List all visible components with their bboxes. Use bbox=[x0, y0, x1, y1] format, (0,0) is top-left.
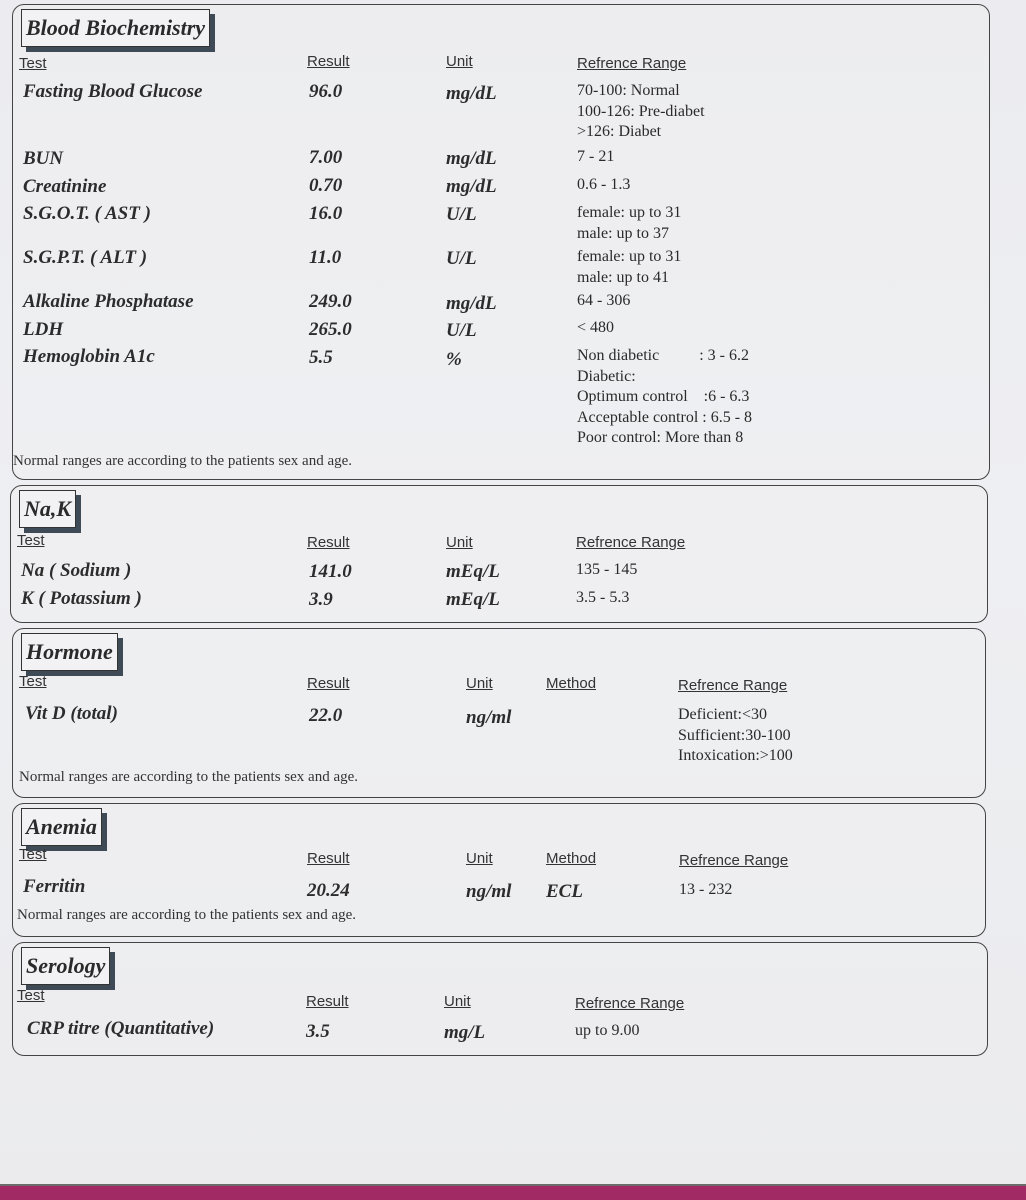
test-name: Na ( Sodium ) bbox=[21, 560, 132, 581]
section-title: Na,K bbox=[19, 490, 76, 528]
header-test: Test bbox=[17, 987, 45, 1004]
test-unit: mg/dL bbox=[446, 83, 497, 104]
test-unit: ng/ml bbox=[466, 881, 512, 902]
test-result: 249.0 bbox=[309, 291, 352, 312]
reference-range: 135 - 145 bbox=[576, 561, 638, 578]
header-result: Result bbox=[307, 53, 350, 70]
test-result: 11.0 bbox=[309, 247, 342, 268]
header-test: Test bbox=[19, 55, 47, 72]
reference-range: Non diabetic : 3 - 6.2 Diabetic: Optimum control :6 - 6.3 Acceptable control : 6.5 - 8 Poor control: More than 8 bbox=[577, 347, 753, 446]
header-result: Result bbox=[306, 993, 349, 1010]
header-unit: Unit bbox=[446, 53, 473, 70]
test-result: 3.5 bbox=[306, 1021, 330, 1042]
test-name: Vit D (total) bbox=[25, 703, 118, 724]
header-unit: Unit bbox=[466, 850, 493, 867]
section-serology bbox=[12, 942, 988, 1056]
test-name: Fasting Blood Glucose bbox=[23, 81, 203, 102]
test-result: 265.0 bbox=[309, 319, 352, 340]
header-result: Result bbox=[307, 675, 350, 692]
header-result: Result bbox=[307, 534, 350, 551]
test-result: 0.70 bbox=[309, 175, 343, 196]
test-unit: mEq/L bbox=[446, 561, 500, 582]
header-range: Refrence Range bbox=[575, 995, 685, 1012]
header-unit: Unit bbox=[446, 534, 473, 551]
reference-range: 7 - 21 bbox=[577, 148, 615, 165]
normal-range-note: Normal ranges are according to the patients sex and age. bbox=[13, 453, 353, 469]
reference-range: 64 - 306 bbox=[577, 292, 631, 309]
header-range: Refrence Range bbox=[576, 534, 686, 551]
test-unit: U/L bbox=[446, 204, 477, 225]
section-title: Hormone bbox=[21, 633, 118, 671]
test-result: 20.24 bbox=[307, 880, 350, 901]
reference-range: up to 9.00 bbox=[575, 1022, 640, 1039]
test-result: 16.0 bbox=[309, 203, 343, 224]
test-name: Creatinine bbox=[23, 176, 107, 197]
reference-range: female: up to 31 male: up to 41 bbox=[577, 248, 682, 286]
test-name: S.G.O.T. ( AST ) bbox=[23, 203, 151, 224]
test-name: CRP titre (Quantitative) bbox=[27, 1018, 215, 1039]
test-result: 5.5 bbox=[309, 347, 333, 368]
test-unit: % bbox=[446, 349, 462, 370]
test-result: 96.0 bbox=[309, 81, 343, 102]
normal-range-note: Normal ranges are according to the patients sex and age. bbox=[19, 769, 359, 785]
header-test: Test bbox=[19, 673, 47, 690]
header-range: Refrence Range bbox=[678, 677, 788, 694]
test-unit: mg/dL bbox=[446, 176, 497, 197]
test-unit: mEq/L bbox=[446, 589, 500, 610]
test-unit: U/L bbox=[446, 320, 477, 341]
header-test: Test bbox=[17, 532, 45, 549]
section-title: Serology bbox=[21, 947, 110, 985]
test-unit: ng/ml bbox=[466, 707, 512, 728]
section-na-k bbox=[10, 485, 988, 623]
test-unit: mg/L bbox=[444, 1022, 486, 1043]
header-result: Result bbox=[307, 850, 350, 867]
reference-range: Deficient:<30 Sufficient:30-100 Intoxication:>100 bbox=[678, 706, 793, 764]
header-unit: Unit bbox=[466, 675, 493, 692]
test-name: S.G.P.T. ( ALT ) bbox=[23, 247, 148, 268]
header-method: Method bbox=[546, 850, 597, 867]
section-title: Blood Biochemistry bbox=[21, 9, 210, 47]
reference-range: 0.6 - 1.3 bbox=[577, 176, 631, 193]
test-unit: mg/dL bbox=[446, 293, 497, 314]
page-bottom-bar bbox=[0, 1186, 1026, 1200]
test-method: ECL bbox=[546, 881, 583, 902]
test-unit: U/L bbox=[446, 248, 477, 269]
reference-range: 70-100: Normal 100-126: Pre-diabet >126: Diabet bbox=[577, 82, 705, 140]
reference-range: < 480 bbox=[577, 319, 615, 336]
section-hormone bbox=[12, 628, 986, 798]
test-name: Hemoglobin A1c bbox=[23, 346, 155, 367]
test-result: 141.0 bbox=[309, 561, 352, 582]
section-title: Anemia bbox=[21, 808, 102, 846]
header-test: Test bbox=[19, 846, 47, 863]
test-unit: mg/dL bbox=[446, 148, 497, 169]
test-name: Ferritin bbox=[23, 876, 86, 897]
header-unit: Unit bbox=[444, 993, 471, 1010]
test-result: 22.0 bbox=[309, 705, 343, 726]
reference-range: 13 - 232 bbox=[679, 881, 733, 898]
test-name: LDH bbox=[23, 319, 64, 340]
test-name: K ( Potassium ) bbox=[21, 588, 142, 609]
reference-range: female: up to 31 male: up to 37 bbox=[577, 204, 682, 242]
section-blood-biochemistry bbox=[12, 4, 990, 480]
test-result: 7.00 bbox=[309, 147, 343, 168]
header-range: Refrence Range bbox=[577, 55, 687, 72]
test-result: 3.9 bbox=[309, 589, 333, 610]
test-name: Alkaline Phosphatase bbox=[23, 291, 194, 312]
normal-range-note: Normal ranges are according to the patients sex and age. bbox=[17, 907, 357, 923]
header-range: Refrence Range bbox=[679, 852, 789, 869]
reference-range: 3.5 - 5.3 bbox=[576, 589, 630, 606]
test-name: BUN bbox=[23, 148, 64, 169]
section-anemia bbox=[12, 803, 986, 937]
header-method: Method bbox=[546, 675, 597, 692]
